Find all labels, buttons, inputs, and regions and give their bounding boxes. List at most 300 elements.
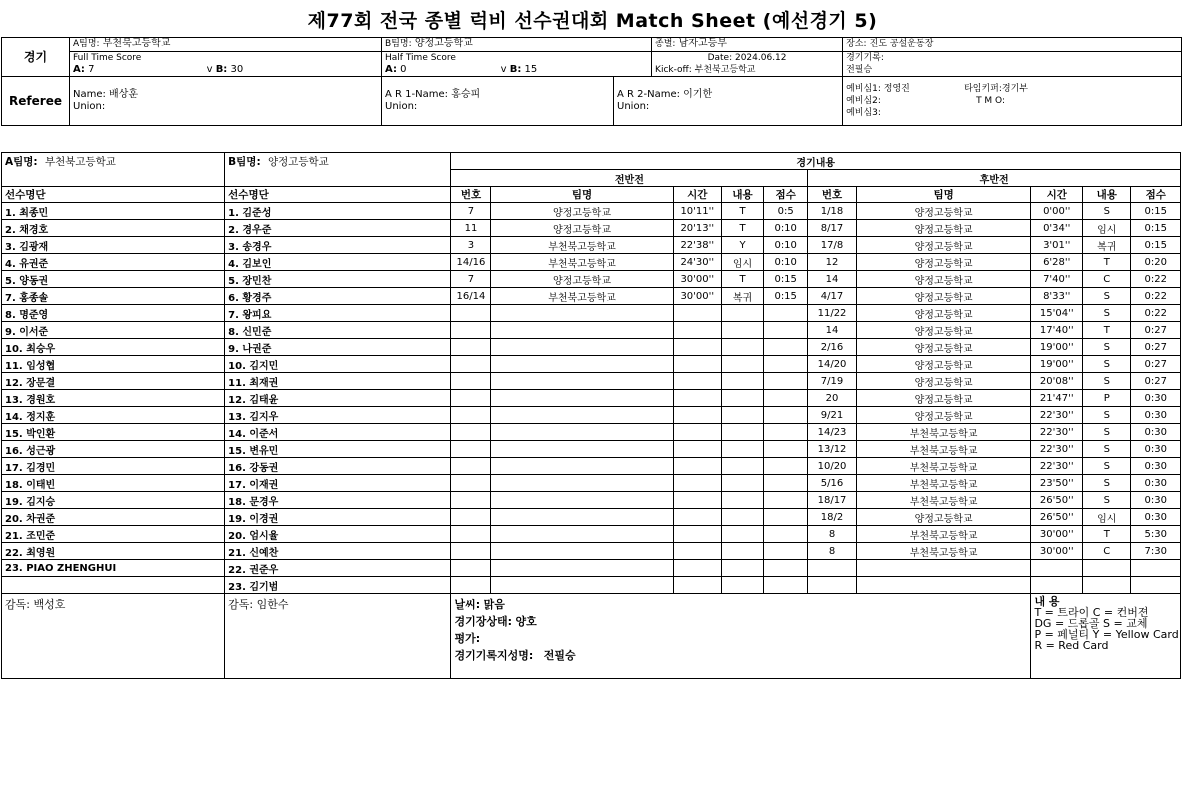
second-half-cell: S (1083, 305, 1131, 322)
table-row (2, 390, 1181, 407)
team-b-header: B팀명: 양정고등학교 (225, 153, 451, 170)
table-row (2, 441, 1181, 458)
player-a: 16. 성근광 (2, 441, 225, 458)
player-a: 21. 조민준 (2, 526, 225, 543)
first-half-cell (451, 560, 491, 577)
second-half-cell: 17/8 (808, 237, 856, 254)
table-row (2, 153, 1181, 170)
first-half-cell: T (722, 203, 764, 220)
first-half-cell (491, 577, 673, 594)
second-half-cell: 30'00'' (1031, 543, 1083, 560)
match-body-table (1, 152, 1181, 679)
table-row (2, 509, 1181, 526)
table-row (2, 577, 1181, 594)
first-half-cell (673, 407, 721, 424)
second-half-cell: 양정고등학교 (856, 390, 1031, 407)
table-row (2, 543, 1181, 560)
first-half-cell (451, 475, 491, 492)
second-half-cell: 11/22 (808, 305, 856, 322)
table-row (2, 187, 1181, 203)
recorder-cell: 경기기록: 전필승 (843, 52, 1182, 77)
second-half-cell: S (1083, 424, 1131, 441)
player-b: 12. 김태윤 (225, 390, 451, 407)
document-title: 제77회 전국 종별 럭비 선수권대회 Match Sheet (예선경기 5) (307, 10, 878, 32)
second-half-cell: 양정고등학교 (856, 288, 1031, 305)
player-a: 5. 양동권 (2, 271, 225, 288)
first-half-cell (491, 509, 673, 526)
first-half-cell (451, 424, 491, 441)
first-half-cell (673, 543, 721, 560)
first-half-cell (673, 373, 721, 390)
second-half-cell: S (1083, 339, 1131, 356)
first-half-cell (764, 475, 808, 492)
table-row (2, 305, 1181, 322)
first-half-cell (451, 339, 491, 356)
player-b: 9. 나권준 (225, 339, 451, 356)
player-b: 17. 이재권 (225, 475, 451, 492)
second-half-cell: 0:27 (1131, 373, 1181, 390)
coach-b: 감독: 임한수 (225, 594, 451, 679)
first-half-cell (491, 560, 673, 577)
first-half-cell (722, 458, 764, 475)
first-half-cell (673, 560, 721, 577)
table-row (2, 373, 1181, 390)
first-half-cell (451, 458, 491, 475)
player-a (2, 577, 225, 594)
second-half-cell: S (1083, 441, 1131, 458)
second-half-cell: 0'34'' (1031, 220, 1083, 237)
second-half-cell: 18/17 (808, 492, 856, 509)
second-half-cell: 21'47'' (1031, 390, 1083, 407)
column-header: 점수 (764, 187, 808, 203)
first-half-cell (491, 526, 673, 543)
player-b: 15. 변유민 (225, 441, 451, 458)
second-half-cell: 13/12 (808, 441, 856, 458)
second-half-cell: 양정고등학교 (856, 305, 1031, 322)
date-kickoff: Date: 2024.06.12 Kick-off: 부천북고등학교 (652, 52, 843, 77)
table-row (2, 475, 1181, 492)
player-b: 21. 신예찬 (225, 543, 451, 560)
second-half-cell: 20 (808, 390, 856, 407)
first-half-cell: 0:10 (764, 220, 808, 237)
second-half-cell: 12 (808, 254, 856, 271)
second-half-cell: 0:30 (1131, 509, 1181, 526)
second-half-cell: 22'30'' (1031, 424, 1083, 441)
column-header: 점수 (1131, 187, 1181, 203)
second-half-cell: 부천북고등학교 (856, 526, 1031, 543)
player-b: 10. 김지민 (225, 356, 451, 373)
first-half-cell (722, 390, 764, 407)
player-a: 20. 차권준 (2, 509, 225, 526)
second-half-cell: 22'30'' (1031, 407, 1083, 424)
table-row (2, 288, 1181, 305)
player-b: 7. 왕피요 (225, 305, 451, 322)
first-half-cell (764, 339, 808, 356)
ar1-cell: A R 1-Name: 홍승피 Union: (382, 77, 614, 126)
second-half-cell (856, 560, 1031, 577)
second-half-cell: 0:27 (1131, 356, 1181, 373)
second-half-cell: 0:15 (1131, 220, 1181, 237)
referee-label: Referee (2, 77, 70, 126)
table-row (2, 526, 1181, 543)
first-half-cell: 0:15 (764, 288, 808, 305)
player-a: 1. 최종민 (2, 203, 225, 220)
first-half-cell (491, 458, 673, 475)
first-half-cell (764, 543, 808, 560)
player-b: 5. 장민찬 (225, 271, 451, 288)
second-half-cell: 양정고등학교 (856, 407, 1031, 424)
first-half-cell: 양정고등학교 (491, 203, 673, 220)
match-content-label: 경기내용 (451, 153, 1181, 170)
player-a: 9. 이서준 (2, 322, 225, 339)
player-a: 18. 이태빈 (2, 475, 225, 492)
second-half-cell: S (1083, 407, 1131, 424)
first-half-cell: 0:5 (764, 203, 808, 220)
first-half-cell: 7 (451, 203, 491, 220)
second-half-cell: 17'40'' (1031, 322, 1083, 339)
first-half-cell: 7 (451, 271, 491, 288)
second-half-cell: 0:15 (1131, 237, 1181, 254)
first-half-cell (673, 424, 721, 441)
first-half-cell (451, 543, 491, 560)
second-half-cell: 0:27 (1131, 322, 1181, 339)
second-half-cell: 5/16 (808, 475, 856, 492)
column-header: 팀명 (856, 187, 1031, 203)
first-half-cell: 22'38'' (673, 237, 721, 254)
second-half-cell: 양정고등학교 (856, 509, 1031, 526)
second-half-cell: 양정고등학교 (856, 322, 1031, 339)
table-row (2, 458, 1181, 475)
venue-cell: 장소: 진도 공설운동장 (843, 38, 1182, 52)
second-half-cell (1083, 577, 1131, 594)
second-half-cell: S (1083, 356, 1131, 373)
first-half-cell: 양정고등학교 (491, 271, 673, 288)
second-half-cell: T (1083, 322, 1131, 339)
second-half-cell: 부천북고등학교 (856, 492, 1031, 509)
second-half-cell (1131, 560, 1181, 577)
second-half-cell: 3'01'' (1031, 237, 1083, 254)
second-half-cell: 6'28'' (1031, 254, 1083, 271)
second-half-cell: 0'00'' (1031, 203, 1083, 220)
first-half-cell (451, 322, 491, 339)
second-half-cell (856, 577, 1031, 594)
first-half-cell (764, 577, 808, 594)
first-half-cell (451, 373, 491, 390)
first-half-cell: 30'00'' (673, 271, 721, 288)
player-a: 7. 홍종솔 (2, 288, 225, 305)
player-b: 22. 권준우 (225, 560, 451, 577)
player-a: 15. 박인환 (2, 424, 225, 441)
table-row (2, 492, 1181, 509)
table-row (2, 220, 1181, 237)
first-half-cell: 20'13'' (673, 220, 721, 237)
player-b: 19. 이경권 (225, 509, 451, 526)
second-half-cell: 0:15 (1131, 203, 1181, 220)
second-half-cell: 0:30 (1131, 390, 1181, 407)
reserve-cell: 예비심1: 정영진 타임키퍼:경기부 예비심2: T M O: 예비심3: (843, 77, 1182, 126)
table-row (2, 237, 1181, 254)
first-half-cell: 11 (451, 220, 491, 237)
first-half-cell: 24'30'' (673, 254, 721, 271)
second-half-cell: 7'40'' (1031, 271, 1083, 288)
team-b-spacer (225, 170, 451, 187)
first-half-cell (722, 441, 764, 458)
table-row (2, 560, 1181, 577)
second-half-cell: 부천북고등학교 (856, 424, 1031, 441)
table-row (2, 339, 1181, 356)
table-row (2, 356, 1181, 373)
column-header: 번호 (451, 187, 491, 203)
second-half-cell: 0:20 (1131, 254, 1181, 271)
first-half-cell: Y (722, 237, 764, 254)
first-half-cell (764, 458, 808, 475)
first-half-cell (673, 390, 721, 407)
second-half-cell: 임시 (1083, 220, 1131, 237)
first-half-cell (764, 441, 808, 458)
first-half-cell (722, 305, 764, 322)
second-half-cell: C (1083, 271, 1131, 288)
second-half-cell: 7/19 (808, 373, 856, 390)
first-half-cell (764, 560, 808, 577)
first-half-cell: 16/14 (451, 288, 491, 305)
player-a: 23. PIAO ZHENGHUI (2, 560, 225, 577)
first-half-cell: 양정고등학교 (491, 220, 673, 237)
second-half-cell: 양정고등학교 (856, 237, 1031, 254)
first-half-cell: 부천북고등학교 (491, 237, 673, 254)
second-half-cell: 양정고등학교 (856, 271, 1031, 288)
second-half-cell: 0:30 (1131, 424, 1181, 441)
table-row (2, 203, 1181, 220)
second-half-cell: 8/17 (808, 220, 856, 237)
second-half-cell: 22'30'' (1031, 441, 1083, 458)
second-half-cell: 0:22 (1131, 305, 1181, 322)
second-half-cell: 복귀 (1083, 237, 1131, 254)
first-half-cell: 임시 (722, 254, 764, 271)
first-half-cell (673, 322, 721, 339)
player-a: 14. 정지훈 (2, 407, 225, 424)
first-half-cell (722, 560, 764, 577)
team-a-cell: A팀명: 부천북고등학교 (70, 38, 382, 52)
first-half-cell (491, 441, 673, 458)
player-b: 11. 최재권 (225, 373, 451, 390)
first-half-cell (764, 509, 808, 526)
second-half-cell: 4/17 (808, 288, 856, 305)
first-half-cell (722, 373, 764, 390)
table-row (2, 271, 1181, 288)
second-half-cell: S (1083, 475, 1131, 492)
first-half-cell (722, 526, 764, 543)
first-half-cell: 0:10 (764, 254, 808, 271)
first-half-cell (491, 322, 673, 339)
column-header: 시간 (1031, 187, 1083, 203)
legend-cell: 내 용 T = 트라이 C = 컨버젼 DG = 드롭골 S = 교체 P = 페널티 Y = Yellow Card R = Red Card (1031, 594, 1181, 679)
second-half-cell: S (1083, 492, 1131, 509)
second-half-cell: C (1083, 543, 1131, 560)
player-a: 11. 임성협 (2, 356, 225, 373)
column-header: 내용 (722, 187, 764, 203)
first-half-cell (491, 543, 673, 560)
column-header: 팀명 (491, 187, 673, 203)
second-half-cell: 8 (808, 543, 856, 560)
first-half-cell (722, 543, 764, 560)
first-half-cell (722, 322, 764, 339)
second-half-cell: 부천북고등학교 (856, 441, 1031, 458)
second-half-cell: 26'50'' (1031, 509, 1083, 526)
table-row (2, 594, 1181, 679)
first-half-cell (673, 526, 721, 543)
player-a: 8. 명준영 (2, 305, 225, 322)
second-half-cell: 7:30 (1131, 543, 1181, 560)
second-half-label: 후반전 (808, 170, 1181, 187)
player-b: 23. 김기범 (225, 577, 451, 594)
first-half-cell (491, 339, 673, 356)
first-half-cell (673, 509, 721, 526)
second-half-cell: 0:30 (1131, 407, 1181, 424)
player-a: 13. 경원호 (2, 390, 225, 407)
first-half-cell (673, 305, 721, 322)
coach-a: 감독: 백성호 (2, 594, 225, 679)
second-half-cell: 26'50'' (1031, 492, 1083, 509)
second-half-cell (808, 560, 856, 577)
first-half-cell (491, 305, 673, 322)
column-header: 시간 (673, 187, 721, 203)
team-a-spacer (2, 170, 225, 187)
second-half-cell (808, 577, 856, 594)
first-half-cell (673, 356, 721, 373)
second-half-cell: 15'04'' (1031, 305, 1083, 322)
first-half-cell (764, 526, 808, 543)
first-half-cell: 30'00'' (673, 288, 721, 305)
first-half-cell (764, 305, 808, 322)
first-half-cell: 복귀 (722, 288, 764, 305)
second-half-cell: 양정고등학교 (856, 373, 1031, 390)
second-half-cell: 2/16 (808, 339, 856, 356)
first-half-cell (491, 356, 673, 373)
player-b: 3. 송경우 (225, 237, 451, 254)
second-half-cell: 양정고등학교 (856, 203, 1031, 220)
second-half-cell: 부천북고등학교 (856, 458, 1031, 475)
second-half-cell: S (1083, 373, 1131, 390)
first-half-cell: 부천북고등학교 (491, 288, 673, 305)
player-b: 13. 김지우 (225, 407, 451, 424)
team-a-header: A팀명: 부천북고등학교 (2, 153, 225, 170)
second-half-cell: 19'00'' (1031, 339, 1083, 356)
second-half-cell (1131, 577, 1181, 594)
player-a: 4. 유권준 (2, 254, 225, 271)
second-half-cell: 양정고등학교 (856, 356, 1031, 373)
table-row (2, 424, 1181, 441)
first-half-cell (673, 577, 721, 594)
first-half-cell (491, 390, 673, 407)
second-half-cell (1031, 560, 1083, 577)
first-half-cell (451, 390, 491, 407)
first-half-cell (451, 526, 491, 543)
second-half-cell: 양정고등학교 (856, 339, 1031, 356)
second-half-cell: 20'08'' (1031, 373, 1083, 390)
division-cell: 종별: 남자고등부 (652, 38, 843, 52)
first-half-cell (451, 441, 491, 458)
player-b: 6. 황경주 (225, 288, 451, 305)
second-half-cell: 0:22 (1131, 271, 1181, 288)
first-half-cell (451, 356, 491, 373)
second-half-cell: 0:27 (1131, 339, 1181, 356)
first-half-cell: 부천북고등학교 (491, 254, 673, 271)
ar2-cell: A R 2-Name: 이기한 Union: (614, 77, 843, 126)
table-row (2, 322, 1181, 339)
second-half-cell: T (1083, 254, 1131, 271)
first-half-cell: T (722, 220, 764, 237)
first-half-cell (764, 373, 808, 390)
table-row (2, 254, 1181, 271)
second-half-cell: 19'00'' (1031, 356, 1083, 373)
first-half-cell (722, 424, 764, 441)
second-half-cell: 8 (808, 526, 856, 543)
first-half-cell (451, 492, 491, 509)
player-a: 19. 김지승 (2, 492, 225, 509)
second-half-cell: 5:30 (1131, 526, 1181, 543)
column-header: 내용 (1083, 187, 1131, 203)
first-half-cell (451, 407, 491, 424)
second-half-cell: 0:30 (1131, 492, 1181, 509)
player-b: 8. 신민준 (225, 322, 451, 339)
second-half-cell: 14 (808, 322, 856, 339)
match-label: 경기 (2, 38, 70, 77)
second-half-cell: 양정고등학교 (856, 220, 1031, 237)
second-half-cell: S (1083, 203, 1131, 220)
first-half-cell (764, 424, 808, 441)
first-half-cell (673, 475, 721, 492)
player-a: 12. 장문결 (2, 373, 225, 390)
first-half-cell (722, 339, 764, 356)
first-half-cell (451, 305, 491, 322)
player-a: 10. 최승우 (2, 339, 225, 356)
player-a: 22. 최영원 (2, 543, 225, 560)
first-half-cell: 10'11'' (673, 203, 721, 220)
conditions-cell: 날씨: 맑음 경기장상태: 양호 평가: 경기기록지성명: 전필승 (451, 594, 1031, 679)
half-time-score: Half Time Score A: 0 v B: 15 (382, 52, 652, 77)
second-half-cell: T (1083, 526, 1131, 543)
player-b: 14. 이준서 (225, 424, 451, 441)
table-row (2, 170, 1181, 187)
second-half-cell: 8'33'' (1031, 288, 1083, 305)
second-half-cell: 부천북고등학교 (856, 475, 1031, 492)
first-half-cell (491, 407, 673, 424)
player-a: 3. 김광재 (2, 237, 225, 254)
second-half-cell: 9/21 (808, 407, 856, 424)
second-half-cell (1031, 577, 1083, 594)
match-header-table (1, 37, 1182, 126)
second-half-cell: 임시 (1083, 509, 1131, 526)
first-half-cell (764, 492, 808, 509)
first-half-cell (491, 492, 673, 509)
second-half-cell: 14/20 (808, 356, 856, 373)
first-half-cell: 14/16 (451, 254, 491, 271)
second-half-cell: 14/23 (808, 424, 856, 441)
second-half-cell: 10/20 (808, 458, 856, 475)
second-half-cell: 양정고등학교 (856, 254, 1031, 271)
player-b: 20. 엄시율 (225, 526, 451, 543)
first-half-cell: T (722, 271, 764, 288)
player-a: 2. 채경호 (2, 220, 225, 237)
table-row (2, 407, 1181, 424)
roster-label-b: 선수명단 (225, 187, 451, 203)
first-half-cell (722, 509, 764, 526)
second-half-cell (1083, 560, 1131, 577)
second-half-cell: 22'30'' (1031, 458, 1083, 475)
first-half-cell (722, 577, 764, 594)
referee-cell: Name: 배상훈 Union: (70, 77, 382, 126)
first-half-cell (491, 424, 673, 441)
